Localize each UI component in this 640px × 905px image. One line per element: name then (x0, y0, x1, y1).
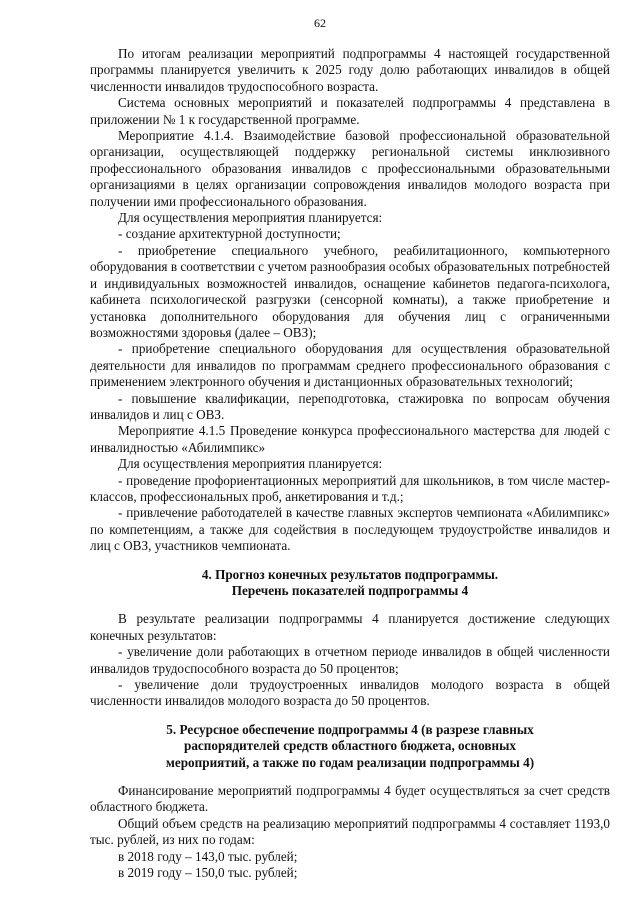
list-item: в 2018 году – 143,0 тыс. рублей; (118, 848, 298, 864)
list-item: - увеличение доли работающих в отчетном периоде инвалидов в общей численности инвалидов трудоспособного возраста до 50 процентов; (90, 644, 610, 676)
list-item: - проведение профориентационных мероприятий для школьников, в том числе мастер-классов, профессиональных проб, анкетирования и т.д.; (90, 472, 610, 504)
document-body (90, 46, 610, 882)
list-item: в 2019 году – 150,0 тыс. рублей; (118, 865, 298, 881)
list-item: - приобретение специального оборудования для осуществления образовательной деятельности для инвалидов по программам среднего профессионального образования с применением электронного обучения и дистанционных образовательных технологий; (90, 341, 610, 390)
section-4-heading (90, 567, 610, 600)
heading-line: мероприятий, а также по годам реализации подпрограммы 4) (165, 754, 535, 770)
paragraph: Общий объем средств на реализацию мероприятий подпрограммы 4 составляет 1193,0 тыс. рублей, из них по годам: (90, 815, 610, 848)
paragraph: Мероприятие 4.1.4. Взаимодействие базовой профессиональной образовательной организации, осуществляющей поддержку региональной системы инклюзивного профессионального образования инвалидов с профессиональными образовательными организациями в целях организации сопровождения инвалидов молодого возраста при получении ими профессионального образования. (90, 128, 610, 209)
section-5-heading (90, 722, 610, 771)
list-item: - привлечение работодателей в качестве главных экспертов чемпионата «Абилимпикс» по компетенциям, а также для содействия в последующем трудоустройстве инвалидов и лиц с ОВЗ, участников чемпионата. (90, 505, 610, 554)
heading-line: Перечень показателей подпрограммы 4 (231, 583, 469, 598)
heading-line: 5. Ресурсное обеспечение подпрограммы 4 (в разрезе главных (166, 721, 534, 737)
paragraph: Для осуществления мероприятия планируется: (118, 456, 383, 472)
list-item: - увеличение доли трудоустроенных инвалидов молодого возраста в общей численности инвалидов молодого возраста до 50 процентов. (90, 677, 610, 709)
heading-line: распорядителей средств областного бюджета, основных (184, 738, 516, 754)
paragraph: Мероприятие 4.1.5 Проведение конкурса профессионального мастерства для людей с инвалидностью «Абилимпикс» (90, 423, 610, 455)
paragraph: По итогам реализации мероприятий подпрограммы 4 настоящей государственной программы планируется увеличить к 2025 году долю работающих инвалидов в общей численности инвалидов трудоспособного возраста. (90, 46, 610, 94)
paragraph: В результате реализации подпрограммы 4 планируется достижение следующих конечных результатов: (90, 611, 610, 643)
list-item: - создание архитектурной доступности; (118, 226, 341, 242)
paragraph: Система основных мероприятий и показателей подпрограммы 4 представлена в приложении № 1 к государственной программе. (90, 95, 610, 127)
page-number: 62 (314, 16, 326, 30)
list-item: - приобретение специального учебного, реабилитационного, компьютерного оборудования в соответствии с учетом разнообразия особых образовательных потребностей и индивидуальных возможностей инвалидов, оснащение кабинетов педагога-психолога, кабинета психологической разгрузки (сенсорной комнаты), а также приобретение и установка дополнительного оборудования для обучения лиц с ограниченными возможностями здоровья (далее – ОВЗ); (90, 242, 610, 340)
paragraph: Финансирование мероприятий подпрограммы 4 будет осуществляться за счет средств областного бюджета. (90, 783, 610, 815)
heading-line: 4. Прогноз конечных результатов подпрограммы. (201, 566, 499, 582)
paragraph: Для осуществления мероприятия планируется: (118, 210, 383, 226)
list-item: - повышение квалификации, переподготовка, стажировка по вопросам обучения инвалидов и лиц с ОВЗ. (90, 390, 610, 422)
